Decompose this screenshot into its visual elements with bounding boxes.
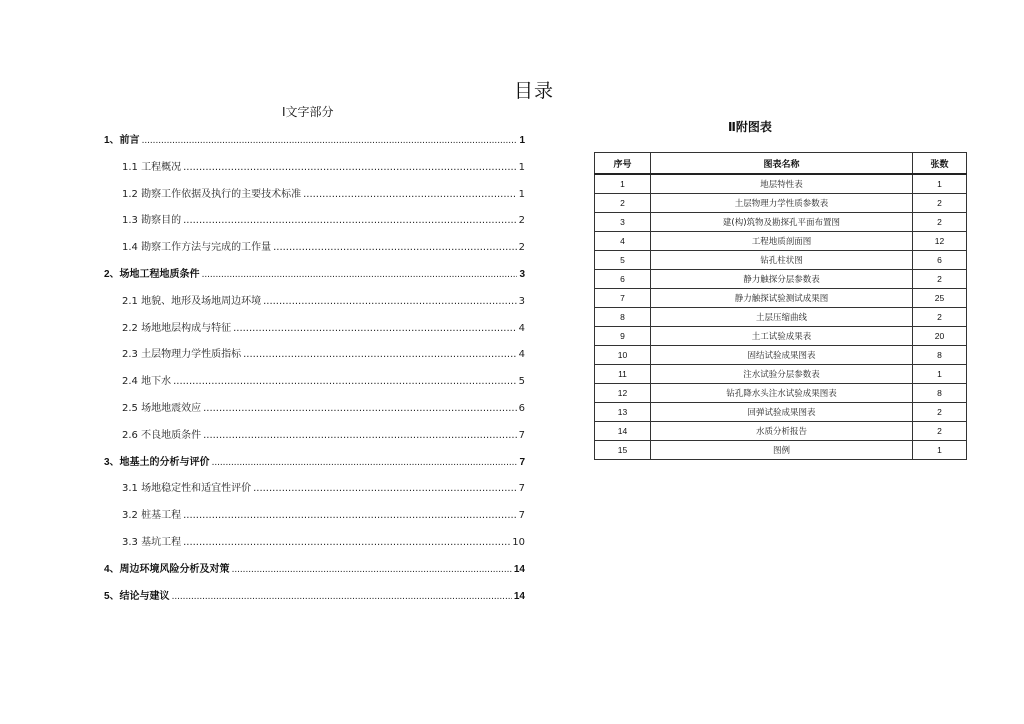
toc-label: 3.1 场地稳定性和适宜性评价 xyxy=(122,483,252,495)
table-row xyxy=(595,213,967,232)
row-name: 土层物理力学性质参数表 xyxy=(651,194,913,213)
row-name: 图例 xyxy=(651,441,913,460)
row-count: 1 xyxy=(913,365,967,384)
toc-label: 3.3 基坑工程 xyxy=(122,537,182,548)
table-row xyxy=(595,308,967,327)
row-index: 2 xyxy=(595,194,651,213)
row-name: 地层特性表 xyxy=(651,174,913,194)
toc-leader-dots xyxy=(142,135,518,146)
row-name: 静力触探试验测试成果图 xyxy=(651,289,913,308)
row-index: 8 xyxy=(595,308,651,327)
toc-leader-dots xyxy=(253,483,517,494)
row-name: 土工试验成果表 xyxy=(651,327,913,346)
row-count: 2 xyxy=(913,194,967,213)
row-index: 7 xyxy=(595,289,651,308)
row-index: 4 xyxy=(595,232,651,251)
table-row xyxy=(595,346,967,365)
toc-page-number: 1 xyxy=(518,188,525,200)
toc-label: 2.5 场地地震效应 xyxy=(122,403,202,414)
toc-leader-dots xyxy=(243,349,517,360)
toc-page-number: 7 xyxy=(519,456,525,468)
row-index: 9 xyxy=(595,327,651,346)
toc-label: 2.3 土层物理力学性质指标 xyxy=(122,349,242,361)
section-text-title: Ⅰ文字部分 xyxy=(282,105,334,119)
row-name: 注水试验分层参数表 xyxy=(651,365,913,384)
row-index: 6 xyxy=(595,270,651,289)
toc-leader-dots xyxy=(273,242,517,253)
row-name: 回弹试验成果图表 xyxy=(651,403,913,422)
toc-page-number: 4 xyxy=(518,322,525,334)
toc-chapter[interactable] xyxy=(104,131,525,145)
toc-subsection[interactable] xyxy=(122,426,525,440)
table-row xyxy=(595,441,967,460)
table-row xyxy=(595,174,967,194)
toc-subsection[interactable] xyxy=(122,319,525,333)
toc-label: 2、场地工程地质条件 xyxy=(104,269,200,280)
toc-leader-dots xyxy=(303,189,517,200)
toc-leader-dots xyxy=(183,162,517,173)
toc-subsection[interactable] xyxy=(122,345,525,359)
toc-leader-dots xyxy=(183,215,517,226)
toc-page-number: 14 xyxy=(513,590,525,602)
toc-page-number: 2 xyxy=(518,242,525,254)
header-index: 序号 xyxy=(595,153,651,175)
header-count: 张数 xyxy=(913,153,967,175)
row-name: 固结试验成果图表 xyxy=(651,346,913,365)
table-row xyxy=(595,289,967,308)
table-row xyxy=(595,403,967,422)
row-index: 1 xyxy=(595,174,651,194)
toc-chapter[interactable] xyxy=(104,453,525,467)
toc-label: 2.2 场地地层构成与特征 xyxy=(122,322,232,334)
toc-subsection[interactable] xyxy=(122,238,525,252)
table-row xyxy=(595,270,967,289)
toc-subsection[interactable] xyxy=(122,399,525,413)
toc-label: 1.1 工程概况 xyxy=(122,161,182,173)
toc-label: 1.2 勘察工作依据及执行的主要技术标准 xyxy=(122,188,302,200)
toc-label: 1、前言 xyxy=(104,135,140,146)
toc-page-number: 6 xyxy=(518,403,525,414)
toc-page-number: 14 xyxy=(513,563,525,575)
toc-leader-dots xyxy=(203,430,517,441)
toc-leader-dots xyxy=(173,376,517,387)
row-index: 5 xyxy=(595,251,651,270)
table-row xyxy=(595,365,967,384)
toc-subsection[interactable] xyxy=(122,506,525,520)
toc-page-number: 3 xyxy=(518,295,525,307)
section-appendix-title: Ⅱ附图表 xyxy=(728,120,772,134)
row-count: 20 xyxy=(913,327,967,346)
row-name: 工程地质剖面图 xyxy=(651,232,913,251)
row-count: 1 xyxy=(913,174,967,194)
toc-label: 2.1 地貌、地形及场地周边环境 xyxy=(122,295,262,307)
toc-label: 2.4 地下水 xyxy=(122,376,172,388)
toc-page-number: 7 xyxy=(518,429,525,441)
toc-page-number: 1 xyxy=(518,161,525,173)
toc-page-number: 5 xyxy=(518,376,525,388)
toc-label: 1.4 勘察工作方法与完成的工作量 xyxy=(122,242,272,254)
row-name: 建(构)筑物及勘探孔平面布置图 xyxy=(651,213,913,232)
row-index: 3 xyxy=(595,213,651,232)
row-name: 静力触探分层参数表 xyxy=(651,270,913,289)
toc-page-number: 10 xyxy=(512,537,525,548)
toc-leader-dots xyxy=(183,510,517,521)
page-title: 目录 xyxy=(513,80,554,102)
toc-label: 5、结论与建议 xyxy=(104,590,170,602)
toc-leader-dots xyxy=(232,564,512,575)
toc-leader-dots xyxy=(172,591,512,602)
table-row xyxy=(595,384,967,403)
toc-leader-dots xyxy=(203,403,517,414)
toc-page-number: 7 xyxy=(518,510,525,522)
toc-subsection[interactable] xyxy=(122,211,525,225)
row-name: 钻孔柱状图 xyxy=(651,251,913,270)
toc-page-number: 7 xyxy=(518,483,525,495)
row-name: 钻孔降水头注水试验成果图表 xyxy=(651,384,913,403)
toc-subsection[interactable] xyxy=(122,158,525,172)
header-name: 图表名称 xyxy=(651,153,913,175)
toc-subsection[interactable] xyxy=(122,479,525,493)
table-row xyxy=(595,194,967,213)
row-count: 8 xyxy=(913,346,967,365)
toc-subsection[interactable] xyxy=(122,292,525,306)
toc-label: 3.2 桩基工程 xyxy=(122,510,182,522)
toc-label: 2.6 不良地质条件 xyxy=(122,429,202,441)
toc-page-number: 4 xyxy=(518,349,525,361)
toc-subsection[interactable] xyxy=(122,185,525,199)
toc-page-number: 2 xyxy=(518,215,525,227)
toc-leader-dots xyxy=(233,323,517,334)
toc-page-number: 3 xyxy=(519,269,525,280)
row-count: 1 xyxy=(913,441,967,460)
row-index: 12 xyxy=(595,384,651,403)
toc-page-number: 1 xyxy=(519,135,525,146)
table-row xyxy=(595,327,967,346)
row-count: 12 xyxy=(913,232,967,251)
toc-label: 3、地基土的分析与评价 xyxy=(104,456,210,468)
appendix-table xyxy=(594,152,967,460)
table-header-row xyxy=(595,153,967,175)
row-count: 2 xyxy=(913,403,967,422)
row-count: 2 xyxy=(913,270,967,289)
row-count: 25 xyxy=(913,289,967,308)
toc-label: 4、周边环境风险分析及对策 xyxy=(104,563,230,575)
toc-leader-dots xyxy=(183,537,510,548)
toc-leader-dots xyxy=(212,457,518,468)
row-index: 10 xyxy=(595,346,651,365)
row-count: 2 xyxy=(913,422,967,441)
row-name: 土层压缩曲线 xyxy=(651,308,913,327)
row-count: 2 xyxy=(913,308,967,327)
row-name: 水质分析报告 xyxy=(651,422,913,441)
toc-chapter[interactable] xyxy=(104,587,525,601)
row-count: 8 xyxy=(913,384,967,403)
row-index: 14 xyxy=(595,422,651,441)
row-count: 2 xyxy=(913,213,967,232)
table-row xyxy=(595,232,967,251)
toc-label: 1.3 勘察目的 xyxy=(122,215,182,227)
row-index: 13 xyxy=(595,403,651,422)
row-count: 6 xyxy=(913,251,967,270)
toc-subsection[interactable] xyxy=(122,533,525,547)
toc-leader-dots xyxy=(263,296,517,307)
table-row xyxy=(595,251,967,270)
toc-chapter[interactable] xyxy=(104,560,525,574)
toc-chapter[interactable] xyxy=(104,265,525,279)
table-row xyxy=(595,422,967,441)
toc-leader-dots xyxy=(202,269,518,280)
row-index: 15 xyxy=(595,441,651,460)
toc-subsection[interactable] xyxy=(122,372,525,386)
row-index: 11 xyxy=(595,365,651,384)
